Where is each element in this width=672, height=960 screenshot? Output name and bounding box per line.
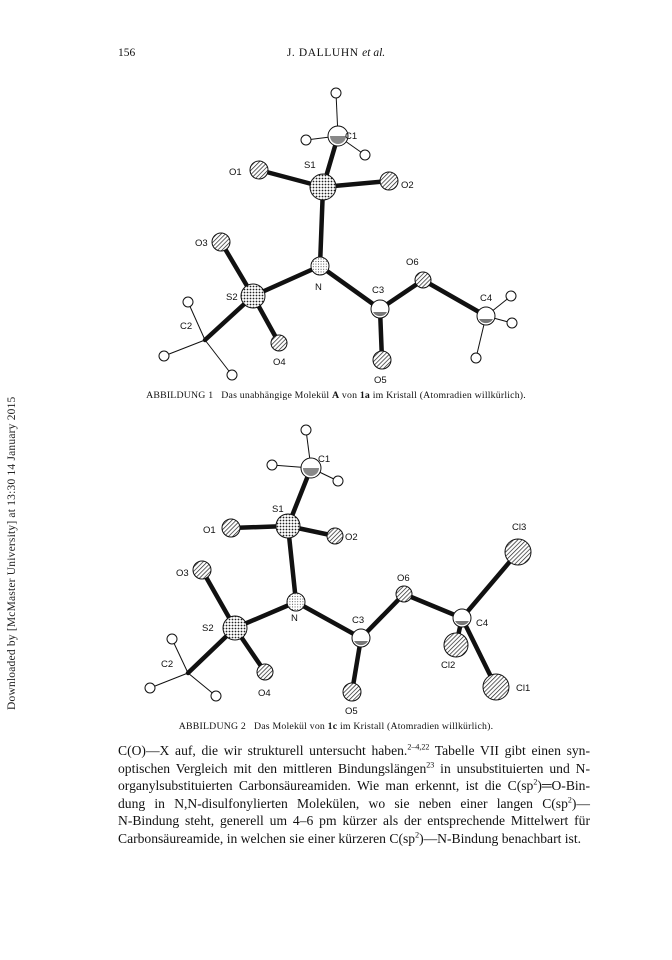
- fig1-label-o1: O1: [229, 167, 242, 178]
- body-paragraph: [118, 742, 590, 848]
- fig1-label-c1: C1: [345, 131, 358, 142]
- body-line-5: N-Bindung steht, generell um 4–6 pm kürzer als der entsprechende Mittelwert für: [118, 813, 590, 829]
- fig2-label-cl3: Cl3: [512, 522, 527, 533]
- fig1-caption-text-2: von: [341, 390, 358, 401]
- body-line-1: C(O)—X auf, die wir strukturell untersucht haben.$^{2-4,22}$ Tabelle VII gibt einen syn-: [118, 742, 590, 758]
- fig1-caption-label: ABBILDUNG 1: [146, 390, 214, 401]
- fig2-bonds: [188, 468, 518, 692]
- fig1-label-c2: C2: [180, 321, 193, 332]
- figure-2-molecule: [0, 408, 672, 718]
- fig1-bonds: [205, 136, 486, 360]
- fig2-caption-bold-1: 1c: [327, 721, 338, 732]
- fig1-atoms: [159, 88, 517, 380]
- fig2-label-c4: C4: [476, 618, 489, 629]
- fig2-caption-text-2: im Kristall (Atomradien willkürlich).: [339, 721, 494, 732]
- fig1-label-s1: S1: [304, 160, 316, 171]
- download-notice: Downloaded by [McMaster University] at 13:30 14 January 2015: [6, 396, 18, 710]
- body-line-6: Carbonsäureamide, in welchen sie einer kürzeren $C(sp^2)—N$-Bindung benachbart ist.: [118, 830, 582, 846]
- header-authors: J. DALLUHN: [286, 47, 359, 59]
- page-number: 156: [118, 47, 136, 59]
- fig1-label-n: N: [315, 282, 322, 293]
- body-line-4: dung in N,N-disulfonylierten Molekülen, wo sie neben einer langen $C(sp^2)—$: [118, 795, 590, 811]
- body-line-3: organylsubstituierten Carbonsäureamiden. Wie man erkennt, ist die $C(sp^2)═O-Bin-$: [118, 777, 590, 794]
- fig1-caption-text-3: im Kristall (Atomradien willkürlich).: [372, 390, 526, 401]
- fig2-label-cl2: Cl2: [441, 660, 456, 671]
- fig2-label-s1: S1: [272, 504, 284, 515]
- fig1-caption-text-1: Das unabhängige Molekül: [221, 390, 330, 401]
- fig1-atom-labels: [180, 131, 492, 386]
- fig2-label-o1: O1: [203, 525, 216, 536]
- body-line-2: optischen Vergleich mit den mittleren Bindungslängen$^{23}$ in unsubstituierten und N-: [118, 760, 590, 776]
- fig1-label-s2: S2: [226, 292, 238, 303]
- fig2-label-o2: O2: [345, 532, 358, 543]
- fig2-label-c2: C2: [161, 659, 174, 670]
- fig1-label-c3: C3: [372, 285, 385, 296]
- fig1-label-o3: O3: [195, 238, 208, 249]
- figure-1-caption: [0, 390, 672, 401]
- fig2-label-o4: O4: [258, 688, 271, 699]
- fig2-label-o3: O3: [176, 568, 189, 579]
- fig1-label-o5: O5: [374, 375, 387, 386]
- fig2-label-cl1: Cl1: [516, 683, 531, 694]
- running-header: [0, 47, 672, 59]
- fig2-atom-labels: [161, 454, 530, 717]
- fig2-label-c1: C1: [318, 454, 331, 465]
- fig2-label-o5: O5: [345, 706, 358, 717]
- fig2-label-o6: O6: [397, 573, 410, 584]
- fig2-label-s2: S2: [202, 623, 214, 634]
- fig1-label-c4: C4: [480, 293, 493, 304]
- fig2-caption-text-1: Das Molekül von: [253, 721, 326, 732]
- figure-2-caption: [0, 721, 672, 732]
- fig2-label-c3: C3: [352, 615, 365, 626]
- figure-1-molecule: [0, 60, 672, 390]
- fig1-label-o4: O4: [273, 357, 286, 368]
- fig1-label-o6: O6: [406, 257, 419, 268]
- fig1-caption-bold-1: A: [331, 390, 340, 401]
- fig1-label-o2: O2: [401, 180, 414, 191]
- header-etal: et al.: [362, 47, 386, 59]
- fig1-caption-bold-2: 1a: [359, 390, 371, 401]
- fig2-caption-label: ABBILDUNG 2: [178, 721, 247, 732]
- fig2-label-n: N: [291, 613, 298, 624]
